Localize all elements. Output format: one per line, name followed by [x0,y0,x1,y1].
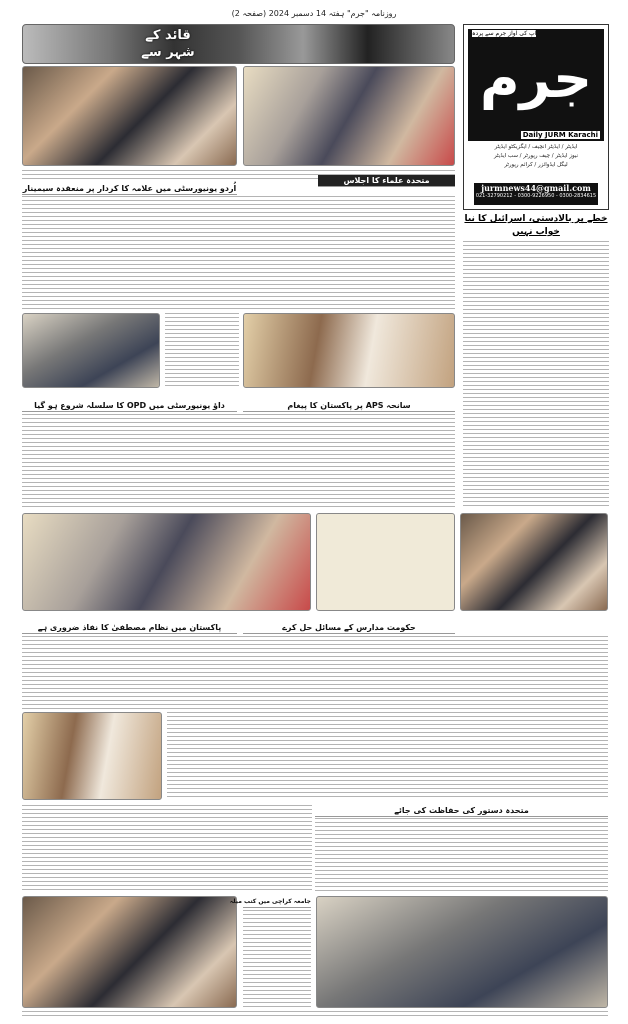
editorial-title: خطے پر بالادستی، اسرائیل کا نیا خواب نہیں [463,213,609,241]
headline: جامعہ کراچی میں کتب میلہ [243,896,311,908]
logo-english: Daily JURM Karachi [522,131,598,139]
staff-line: ایڈیٹر / ایڈیٹر انچیف / ایگزیکٹو ایڈیٹر [494,144,578,150]
article-body [22,636,608,710]
masthead [463,24,609,210]
logo-name: جرم [479,47,593,110]
article-body [167,712,608,800]
news-photo [22,66,237,166]
banner-title: قائد کے شہر سے [141,28,195,60]
headline: سانحہ APS پر پاکستان کا پیغام [243,400,455,412]
headline: داؤ یونیورسٹی میں OPD کا سلسلہ شروع ہو گیا [22,400,237,412]
headline: پاکستان میں نظام مصطفیٰ کا نفاذ ضروری ہے [22,622,237,634]
article-body [243,910,311,1008]
news-photo [316,896,608,1008]
news-photo [22,313,160,388]
section-banner [22,24,455,64]
article-body [22,196,455,310]
headline: متحدہ علماء کا اجلاس [318,175,455,187]
staff-line: نیوز ایڈیٹر / چیف رپورٹر / سب ایڈیٹر [494,153,578,159]
email[interactable]: jurmnews44@gmail.com [481,183,591,193]
editorial-column [463,213,609,509]
news-photo [243,313,455,388]
news-photo [460,513,608,611]
article-body [165,313,239,388]
logo [468,29,604,141]
editorial-body [463,241,609,509]
article-body [315,818,608,893]
news-photo [243,66,455,166]
phones: 021-32790212 - 0300-9226950 - 0300-2834615 [475,193,597,199]
news-photo [22,712,162,800]
staff-list [468,143,604,170]
logo-tagline: آپ کی آواز جرم سے پردہ [472,30,537,37]
headline: اُردو یونیورسٹی میں علامہ کا کردار پر منعقدہ سیمینار [22,184,237,193]
article-body [22,414,455,510]
article-body [22,805,312,893]
staff-line: لیگل ایڈوائزر / کرائم رپورٹر [504,162,568,168]
dateline: روزنامہ "جرم" ہفتہ 14 دسمبر 2024 (صفحہ 2) [231,9,397,18]
news-clipping [316,513,455,611]
news-photo [22,513,311,611]
headline: حکومت مدارس کے مسائل حل کرے [243,622,455,634]
contact-box [474,183,598,205]
news-photo [22,896,237,1008]
photo-caption [22,1011,608,1019]
headline: متحدہ دستور کی حفاظت کی جائے [315,805,608,817]
